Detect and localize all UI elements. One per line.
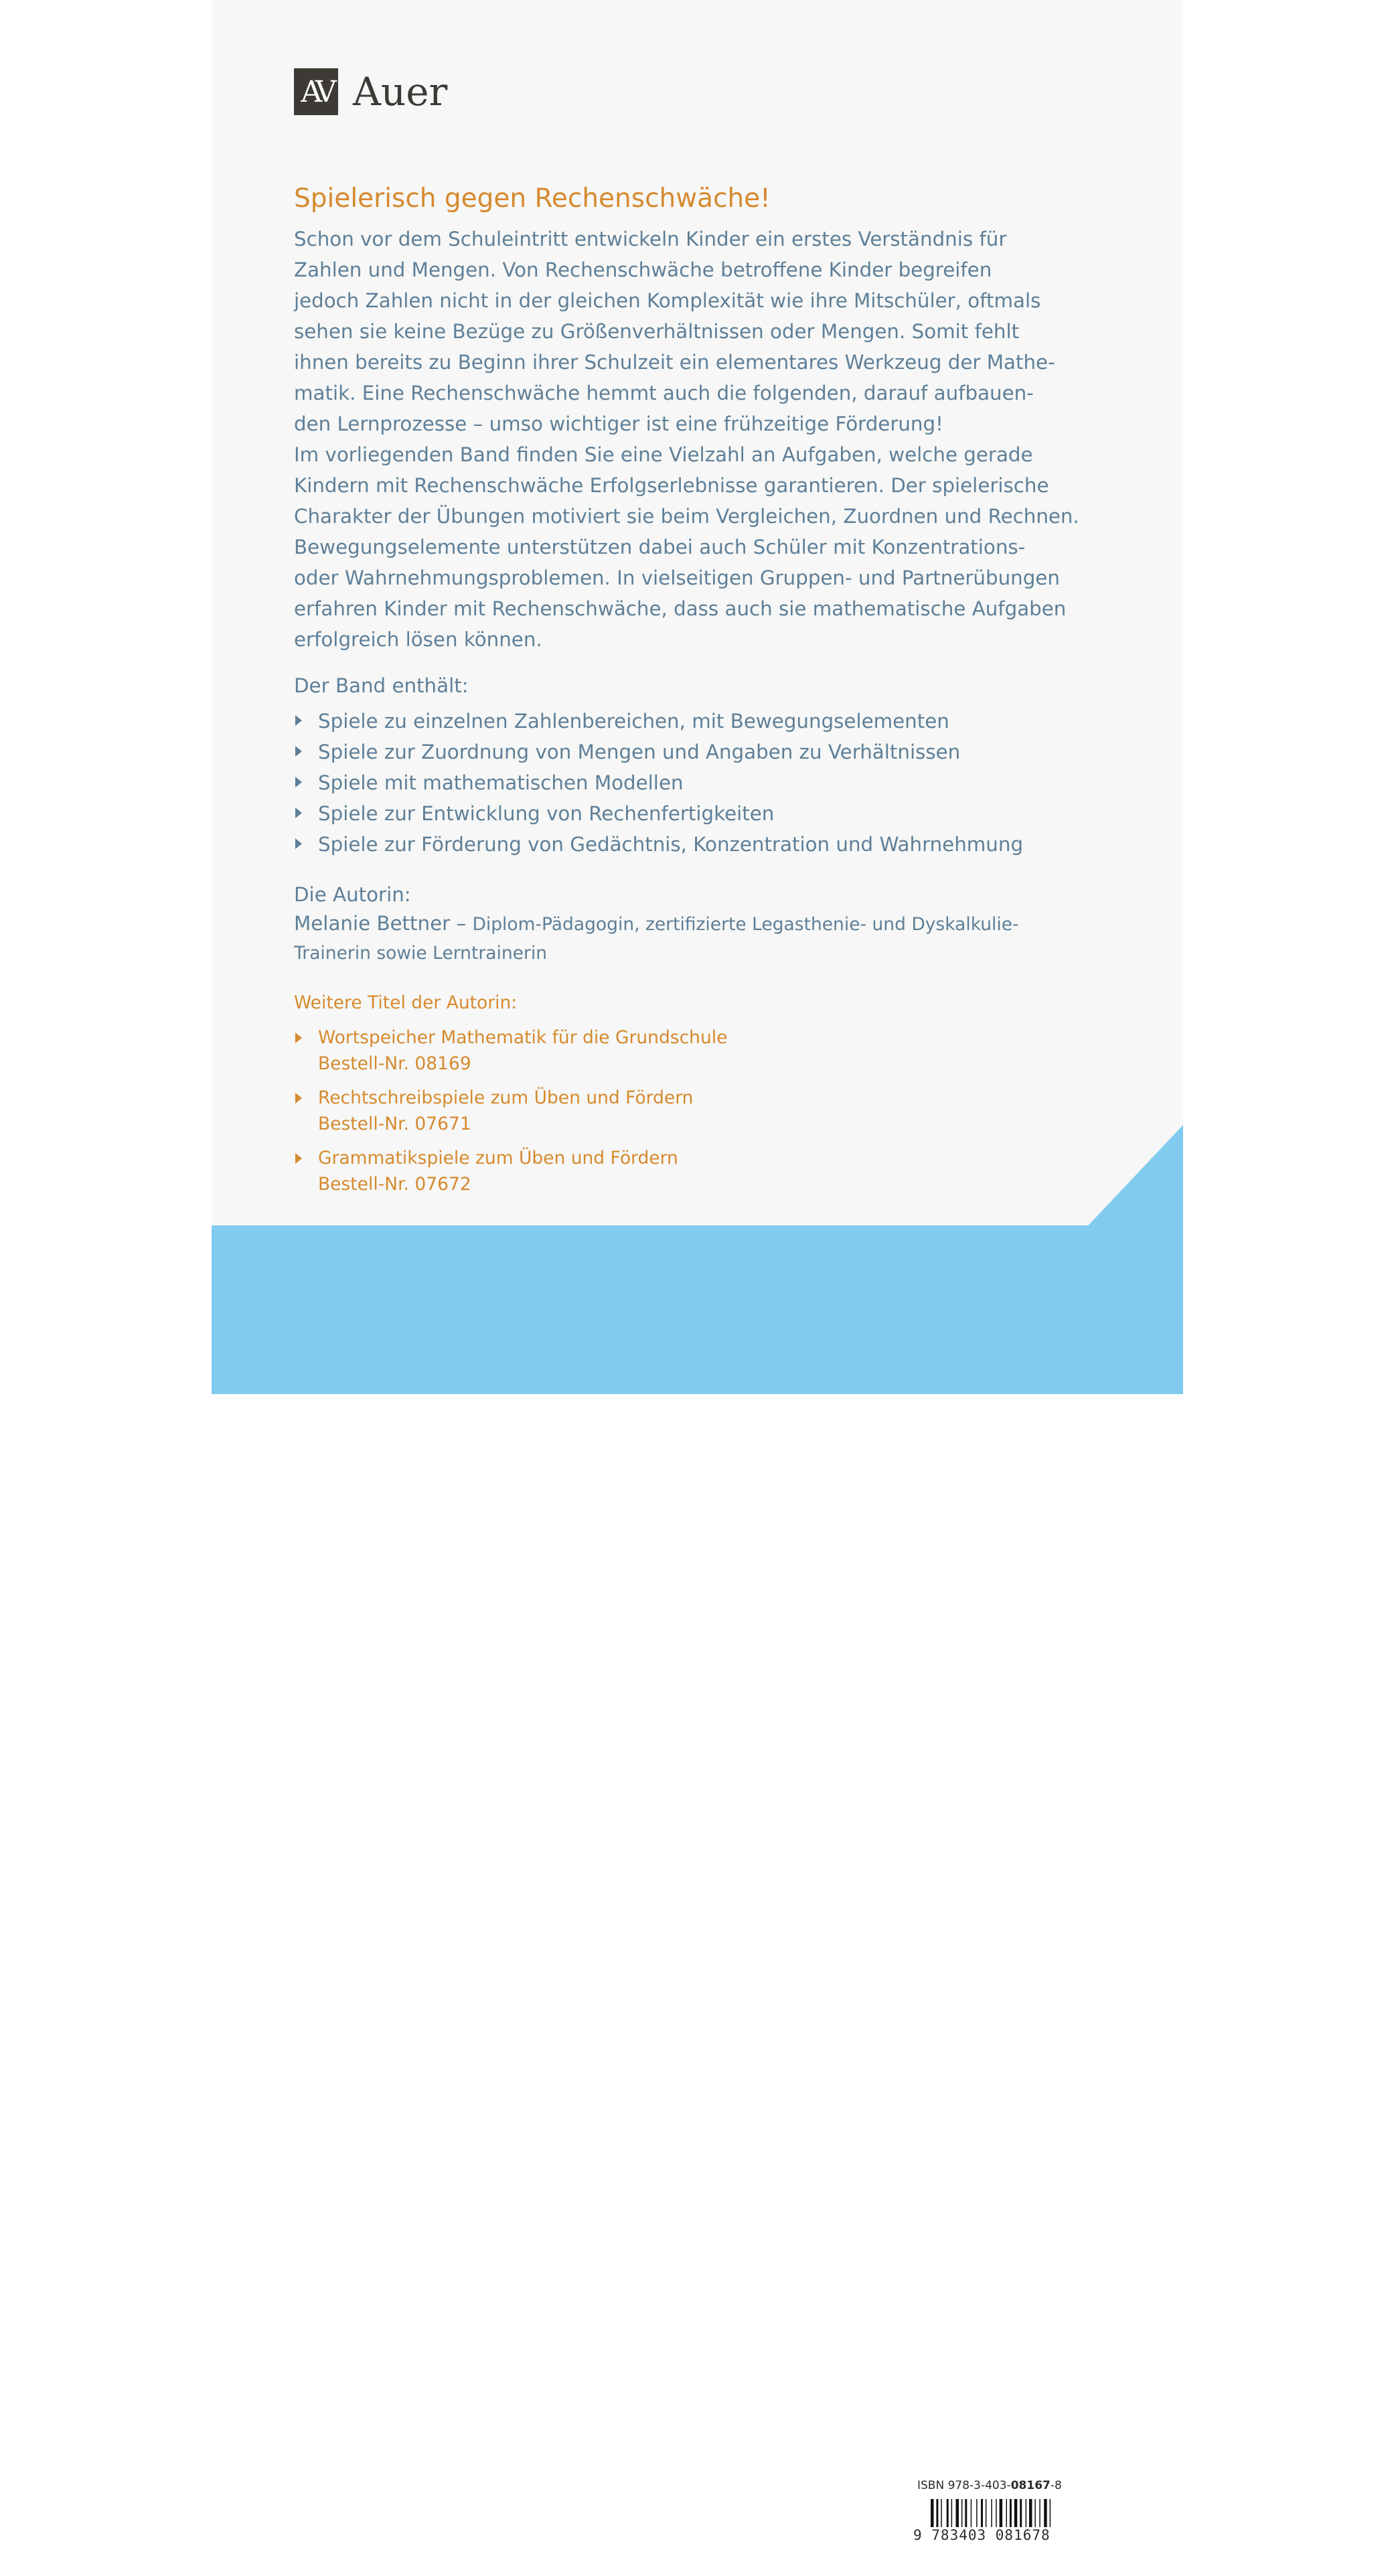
barcode-bar bbox=[1000, 2499, 1003, 2527]
book-title: Grammatikspiele zum Üben und Fördern bbox=[318, 1148, 678, 1168]
book-back-cover bbox=[212, 0, 1183, 2576]
barcode bbox=[904, 2474, 1081, 2547]
barcode-bar bbox=[1044, 2499, 1047, 2527]
barcode-bar bbox=[996, 2499, 997, 2527]
barcode-bar bbox=[951, 2499, 953, 2527]
description-line: oder Wahrnehmungsproblemen. In vielseitigen Gruppen- und Partnerübungen bbox=[294, 566, 1060, 589]
triangle-bullet-icon bbox=[295, 777, 302, 787]
description-line: jedoch Zahlen nicht in der gleichen Komplexität wie ihre Mitschüler, oftmals bbox=[294, 289, 1041, 312]
author-description: Diplom-Pädagogin, zertifizierte Legasthenie- und Dyskalkulie- bbox=[472, 914, 1019, 935]
barcode-bar bbox=[971, 2499, 972, 2527]
description-line: erfahren Kinder mit Rechenschwäche, dass auch sie mathematische Aufgaben bbox=[294, 597, 1067, 620]
barcode-bar bbox=[961, 2499, 963, 2527]
list-item-text: Spiele mit mathematischen Modellen bbox=[318, 771, 684, 794]
author-title: Die Autorin: bbox=[294, 883, 411, 906]
list-item bbox=[294, 767, 1023, 798]
barcode-bar bbox=[956, 2499, 959, 2527]
description-text bbox=[294, 224, 1084, 655]
barcode-bar bbox=[1039, 2499, 1040, 2527]
barcode-digits: 9 783403 081678 bbox=[913, 2527, 1051, 2543]
list-item-text: Spiele zur Förderung von Gedächtnis, Konzentration und Wahrnehmung bbox=[318, 833, 1024, 856]
description-line: Charakter der Übungen motiviert sie beim Vergleichen, Zuordnen und Rechnen. bbox=[294, 505, 1079, 528]
book-item bbox=[294, 1085, 727, 1145]
footer-band bbox=[212, 1225, 1183, 2576]
blue-corner-shape bbox=[1082, 1125, 1183, 1232]
barcode-bar bbox=[1014, 2499, 1018, 2527]
barcode-bar bbox=[965, 2499, 967, 2527]
website-link[interactable]: www.auer-verlag.de bbox=[903, 2555, 1109, 2576]
book-item bbox=[294, 1145, 727, 1205]
isbn-text bbox=[917, 2479, 1062, 2492]
slogan: Immer besser unterrichten bbox=[292, 2506, 730, 2540]
description-line: Kindern mit Rechenschwäche Erfolgserlebnisse garantieren. Der spielerische bbox=[294, 474, 1049, 497]
contents-list bbox=[294, 706, 1023, 860]
headline: Spielerisch gegen Rechenschwäche! bbox=[294, 183, 771, 214]
triangle-bullet-icon bbox=[295, 715, 302, 726]
contents-title: Der Band enthält: bbox=[294, 674, 469, 697]
description-line: sehen sie keine Bezüge zu Größenverhältnissen oder Mengen. Somit fehlt bbox=[294, 320, 1020, 343]
barcode-bar bbox=[991, 2499, 992, 2527]
list-item bbox=[294, 829, 1023, 860]
book-item bbox=[294, 1025, 727, 1085]
barcode-bar bbox=[1026, 2499, 1027, 2527]
barcode-bar bbox=[941, 2499, 942, 2527]
order-number: Bestell-Nr. 07672 bbox=[318, 1174, 471, 1195]
barcode-bar bbox=[976, 2499, 978, 2527]
publisher-name: Auer bbox=[353, 69, 448, 115]
barcode-bar bbox=[931, 2499, 934, 2527]
description-line: den Lernprozesse – umso wichtiger ist eine frühzeitige Förderung! bbox=[294, 412, 943, 435]
list-item-text: Spiele zur Zuordnung von Mengen und Angaben zu Verhältnissen bbox=[318, 741, 961, 763]
logo-mark: AV bbox=[294, 68, 338, 115]
barcode-bar bbox=[981, 2499, 983, 2527]
list-item-text: Spiele zu einzelnen Zahlenbereichen, mit Bewegungselementen bbox=[318, 710, 949, 733]
barcode-bar bbox=[986, 2499, 987, 2527]
list-item bbox=[294, 706, 1023, 737]
barcode-bar bbox=[1034, 2499, 1036, 2527]
isbn-highlight: 08167 bbox=[1010, 2479, 1051, 2492]
description-line: Schon vor dem Schuleintritt entwickeln Kinder ein erstes Verständnis für bbox=[294, 228, 1007, 250]
isbn-suffix: -8 bbox=[1050, 2479, 1062, 2492]
list-item bbox=[294, 798, 1023, 829]
list-item bbox=[294, 737, 1023, 767]
book-title: Rechtschreibspiele zum Üben und Fördern bbox=[318, 1087, 694, 1108]
barcode-bar bbox=[1029, 2499, 1032, 2527]
order-number: Bestell-Nr. 08169 bbox=[318, 1053, 471, 1074]
barcode-bar bbox=[936, 2499, 938, 2527]
list-item-text: Spiele zur Entwicklung von Rechenfertigkeiten bbox=[318, 802, 775, 825]
barcode-bar bbox=[947, 2499, 949, 2527]
triangle-bullet-icon bbox=[295, 838, 302, 849]
barcode-bar bbox=[1010, 2499, 1012, 2527]
author-name: Melanie Bettner – bbox=[294, 912, 467, 935]
barcode-bar bbox=[1006, 2499, 1008, 2527]
barcode-bars bbox=[931, 2499, 1068, 2527]
description-line: Zahlen und Mengen. Von Rechenschwäche betroffene Kinder begreifen bbox=[294, 258, 992, 281]
description-line: matik. Eine Rechenschwäche hemmt auch die folgenden, darauf aufbauen- bbox=[294, 382, 1034, 404]
barcode-bar bbox=[1020, 2499, 1022, 2527]
description-line: Im vorliegenden Band finden Sie eine Vielzahl an Aufgaben, welche gerade bbox=[294, 443, 1033, 466]
triangle-bullet-icon bbox=[295, 1033, 302, 1043]
more-titles-heading: Weitere Titel der Autorin: bbox=[294, 992, 518, 1013]
order-number: Bestell-Nr. 07671 bbox=[318, 1114, 471, 1134]
author-line bbox=[294, 912, 1019, 935]
triangle-bullet-icon bbox=[295, 746, 302, 757]
triangle-bullet-icon bbox=[295, 1093, 302, 1104]
triangle-bullet-icon bbox=[295, 1153, 302, 1164]
description-line: erfolgreich lösen können. bbox=[294, 628, 542, 651]
description-line: Bewegungselemente unterstützen dabei auch Schüler mit Konzentrations- bbox=[294, 536, 1026, 558]
triangle-bullet-icon bbox=[295, 808, 302, 818]
book-title: Wortspeicher Mathematik für die Grundschule bbox=[318, 1027, 728, 1048]
author-description-continued: Trainerin sowie Lerntrainerin bbox=[294, 943, 548, 964]
publisher-logo bbox=[294, 68, 447, 116]
isbn-prefix: ISBN 978-3-403- bbox=[917, 2479, 1011, 2492]
barcode-bar bbox=[1050, 2499, 1051, 2527]
more-titles-list bbox=[294, 1025, 727, 1205]
description-line: ihnen bereits zu Beginn ihrer Schulzeit ein elementares Werkzeug der Mathe- bbox=[294, 351, 1055, 374]
